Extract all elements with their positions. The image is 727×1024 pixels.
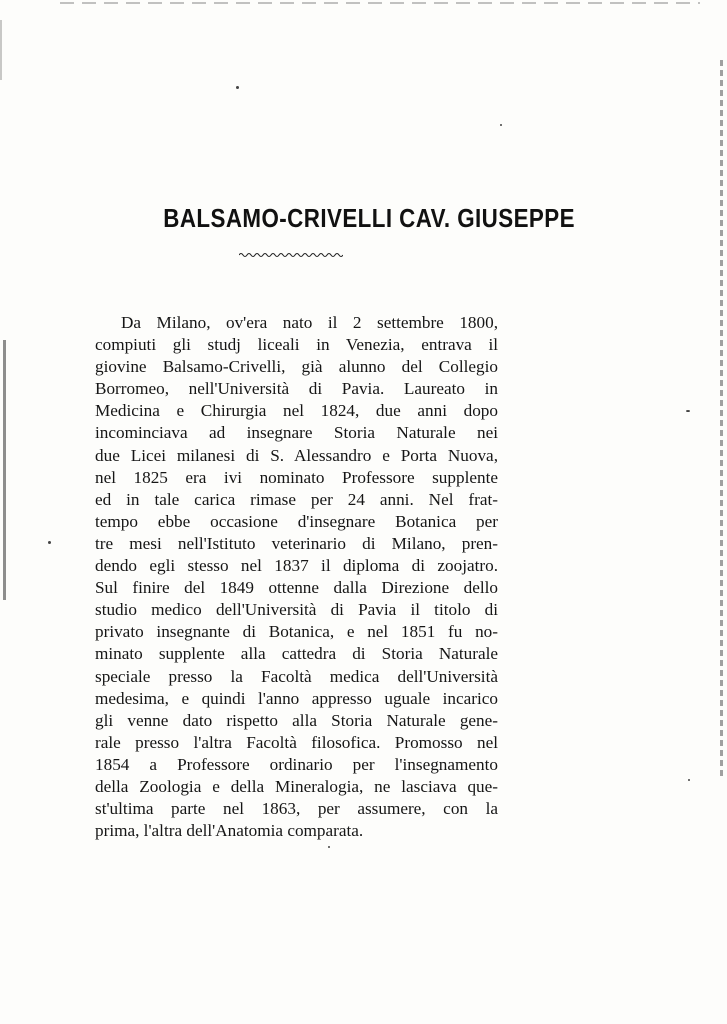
paragraph-line: Da Milano, ov'era nato il 2 settembre 1800, bbox=[121, 313, 498, 332]
paragraph-line: Medicina e Chirurgia nel 1824, due anni dopo bbox=[95, 401, 498, 421]
scan-edge-right bbox=[720, 60, 723, 780]
paragraph-line: compiuti gli studj liceali in Venezia, entrava il bbox=[95, 335, 498, 355]
paragraph-line: dendo egli stesso nel 1837 il diploma di zoojatro. bbox=[95, 556, 498, 576]
scan-edge-left-top bbox=[0, 20, 2, 80]
paragraph-line: prima, l'altra dell'Anatomia comparata. bbox=[95, 821, 364, 841]
paragraph-line: 1854 a Professore ordinario per l'insegnamento bbox=[95, 754, 498, 774]
page-title: BALSAMO-CRIVELLI CAV. GIUSEPPE bbox=[163, 203, 575, 233]
paragraph-line: della Zoologia e della Mineralogia, ne lasciava que- bbox=[95, 776, 498, 796]
scan-edge-top bbox=[60, 2, 700, 4]
paragraph-line: due Licei milanesi di S. Alessandro e Porta Nuova, bbox=[95, 445, 498, 465]
paragraph-line: privato insegnante di Botanica, e nel 1851 fu no- bbox=[95, 622, 498, 642]
paragraph-line: medesima, e quindi l'anno appresso uguale incarico bbox=[95, 688, 498, 708]
paragraph-line: st'ultima parte nel 1863, per assumere, con la bbox=[95, 799, 498, 819]
paragraph-line: tempo ebbe occasione d'insegnare Botanica per bbox=[95, 511, 498, 531]
paragraph-line: ed in tale carica rimase per 24 anni. Nel frat- bbox=[95, 489, 498, 509]
scan-speck bbox=[688, 779, 690, 781]
scan-speck bbox=[236, 86, 239, 89]
paragraph-line: nel 1825 era ivi nominato Professore supplente bbox=[95, 467, 498, 487]
scan-speck bbox=[48, 541, 51, 544]
paragraph-line: Sul finire del 1849 ottenne dalla Direzione dello bbox=[95, 578, 498, 598]
paragraph-line: tre mesi nell'Istituto veterinario di Milano, pren- bbox=[95, 533, 498, 553]
paragraph-line: incominciava ad insegnare Storia Naturale nei bbox=[95, 423, 498, 443]
paragraph-line: rale presso l'altra Facoltà filosofica. Promosso nel bbox=[95, 732, 498, 752]
decorative-wavy-rule bbox=[239, 252, 343, 258]
paragraph-line: Borromeo, nell'Università di Pavia. Laureato in bbox=[95, 379, 498, 399]
paragraph-line: gli venne dato rispetto alla Storia Naturale gene- bbox=[95, 710, 498, 730]
scan-speck bbox=[328, 846, 330, 848]
paragraph-line: giovine Balsamo-Crivelli, già alunno del Collegio bbox=[95, 357, 498, 377]
scan-speck bbox=[500, 124, 502, 126]
paragraph-line: studio medico dell'Università di Pavia il titolo di bbox=[95, 600, 498, 620]
paragraph-line: speciale presso la Facoltà medica dell'Università bbox=[95, 666, 498, 686]
biography-paragraph bbox=[95, 312, 498, 842]
paragraph-line: minato supplente alla cattedra di Storia Naturale bbox=[95, 644, 498, 664]
scan-edge-left bbox=[3, 340, 6, 600]
scan-speck bbox=[686, 410, 690, 412]
